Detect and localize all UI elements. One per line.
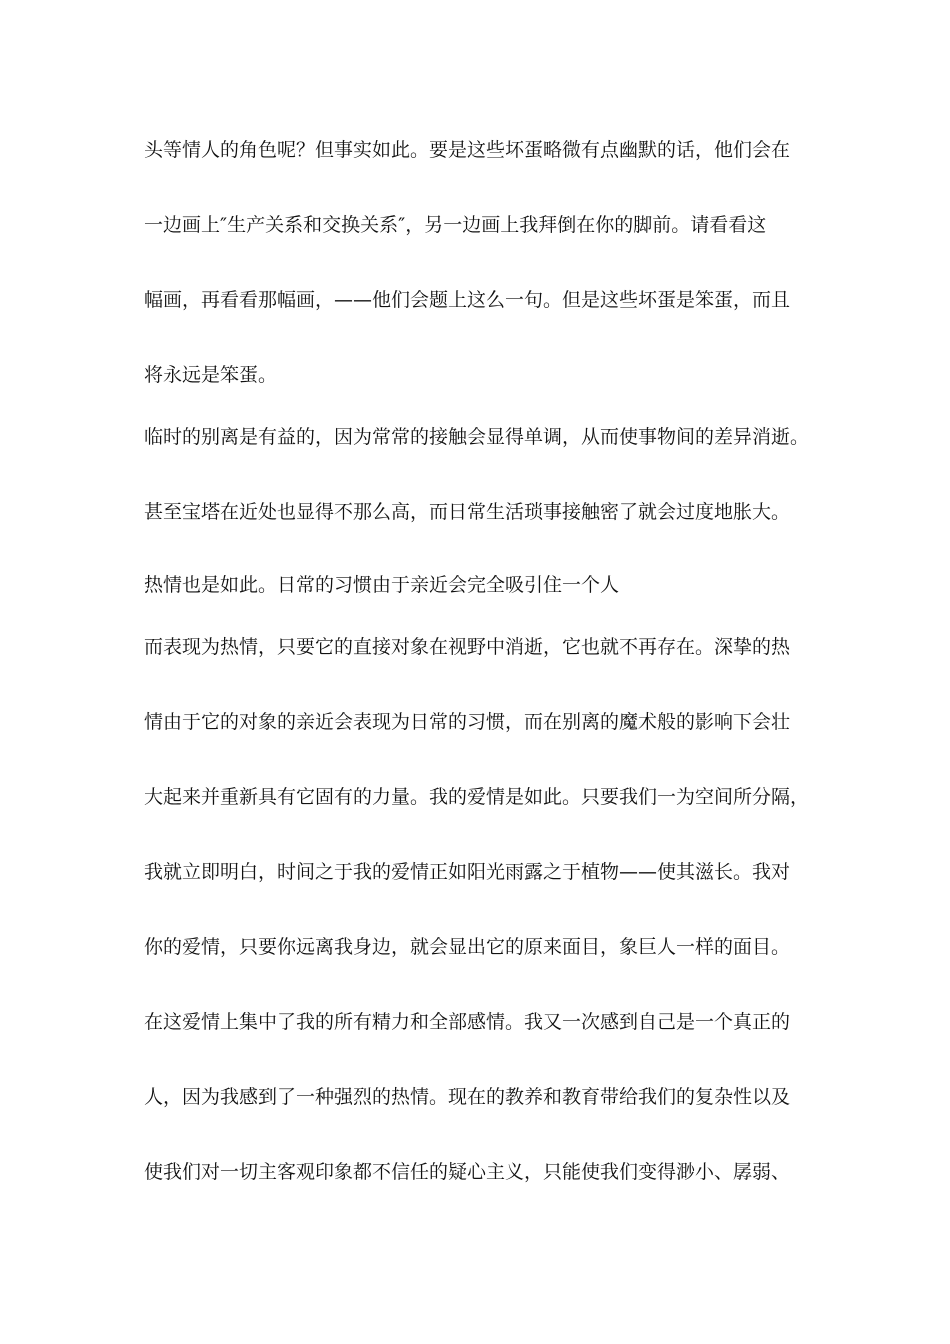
text-line: 使我们对一切主客观印象都不信任的疑心主义，只能使我们变得渺小、孱弱、 <box>144 1161 791 1183</box>
text-line: 将永远是笨蛋。 <box>144 364 278 386</box>
text-line: 人，因为我感到了一种强烈的热情。现在的教养和教育带给我们的复杂性以及 <box>144 1086 791 1108</box>
text-line: 头等情人的角色呢？但事实如此。要是这些坏蛋略微有点幽默的话，他们会在 <box>144 139 791 161</box>
text-line: 一边画上″生产关系和交换关系″，另一边画上我拜倒在你的脚前。请看看这 <box>144 214 767 236</box>
text-line: 你的爱情，只要你远离我身边，就会显出它的原来面目，象巨人一样的面目。 <box>144 936 791 958</box>
text-line: 情由于它的对象的亲近会表现为日常的习惯，而在别离的魔术般的影响下会壮 <box>144 711 791 733</box>
text-line: 热情也是如此。日常的习惯由于亲近会完全吸引住一个人 <box>144 574 620 596</box>
text-line: 我就立即明白，时间之于我的爱情正如阳光雨露之于植物——使其滋长。我对 <box>144 861 791 883</box>
text-line: 临时的别离是有益的，因为常常的接触会显得单调，从而使事物间的差异消逝。 <box>144 426 810 448</box>
text-line: 大起来并重新具有它固有的力量。我的爱情是如此。只要我们一为空间所分隔， <box>144 786 810 808</box>
text-line: 甚至宝塔在近处也显得不那么高，而日常生活琐事接触密了就会过度地胀大。 <box>144 501 791 523</box>
text-line: 而表现为热情，只要它的直接对象在视野中消逝，它也就不再存在。深挚的热 <box>144 636 791 658</box>
text-line: 幅画，再看看那幅画，——他们会题上这么一句。但是这些坏蛋是笨蛋，而且 <box>144 289 791 311</box>
text-line: 在这爱情上集中了我的所有精力和全部感情。我又一次感到自己是一个真正的 <box>144 1011 791 1033</box>
